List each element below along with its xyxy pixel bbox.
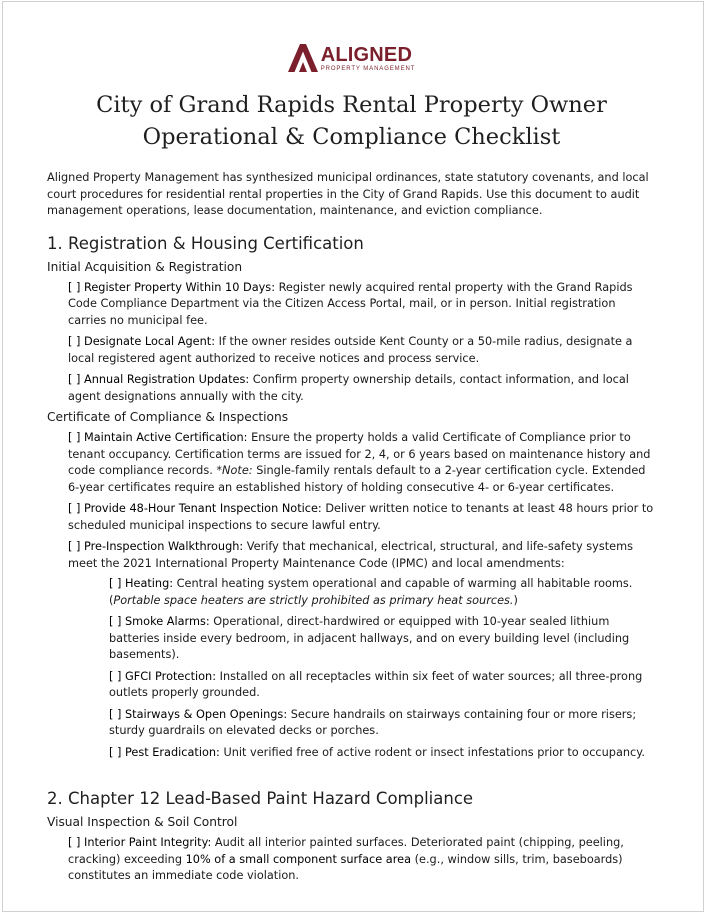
section-heading: 1. Registration & Housing Certification — [47, 233, 364, 253]
checklist-subitem — [109, 707, 656, 740]
checklist-item-text-cont: (e.g., window sills, trim, baseboards) constitutes an immediate code violation. — [68, 852, 623, 882]
title-line-2: Operational & Compliance Checklist — [142, 124, 561, 150]
checklist-item — [68, 835, 656, 885]
checklist-item-label: [ ] Annual Registration Updates: — [68, 373, 250, 386]
document-page — [2, 1, 704, 912]
checklist-item-text-cont: Single-family rentals default to a 2-year certification cycle. Extended 6-year certificates require an established history of holding consecutive 4- or 6-year certificates. — [68, 464, 646, 494]
subsection-heading: Visual Inspection & Soil Control — [47, 815, 238, 829]
checklist-item-emphasis: 10% of a small component surface area — [185, 852, 412, 866]
checklist-item-label: [ ] Register Property Within 10 Days: — [68, 280, 275, 294]
brand-subtitle: PROPERTY MANAGEMENT — [320, 65, 416, 72]
checklist-item-text: Verify that mechanical, electrical, structural, and life-safety systems meet the 2021 International Property Maintenance Code (IPMC) and local amendments: — [68, 540, 633, 570]
checklist-item-text: Confirm property ownership details, contact information, and local agent designations annually with the city. — [68, 373, 629, 403]
checklist-item — [68, 334, 656, 367]
document-title — [47, 89, 656, 153]
note-label: Note: — [222, 464, 253, 477]
checklist-item-text: Ensure the property holds a valid Certificate of Compliance prior to tenant occupancy. Certification terms are issued for 2, 4, or 6 years based on maintenance history and code compliance records. * — [68, 431, 651, 477]
checklist-item-text: Deliver written notice to tenants at least 48 hours prior to scheduled municipal inspections to secure lawful entry. — [68, 502, 654, 532]
checklist-subitem-label: [ ] GFCI Protection: — [109, 669, 217, 683]
checklist-item-label: [ ] Interior Paint Integrity: — [68, 836, 212, 849]
checklist-item — [68, 539, 656, 572]
checklist-subitem-text: Operational, direct-hardwired or equipped with 10-year sealed lithium batteries inside every bedroom, in adjacent hallways, and on every building level (including basements). — [109, 615, 630, 661]
checklist-subitem — [109, 576, 656, 609]
section-heading: 2. Chapter 12 Lead-Based Paint Hazard Compliance — [47, 789, 474, 808]
checklist-subitem-label: [ ] Smoke Alarms: — [109, 615, 210, 628]
checklist-subitem — [109, 614, 656, 664]
checklist-item — [68, 372, 656, 405]
brand-name: ALIGNED — [320, 43, 413, 66]
checklist-item — [68, 501, 656, 534]
aligned-a-logo-icon — [288, 44, 318, 72]
checklist-subitem-text-cont: ) — [513, 593, 518, 607]
title-line-1: City of Grand Rapids Rental Property Owner — [96, 92, 607, 118]
checklist-subitem — [109, 669, 656, 702]
checklist-subitem-text: Installed on all receptacles within six feet of water sources; all three-prong outlets properly grounded. — [109, 669, 643, 699]
checklist-subitem-label: [ ] Heating: — [109, 577, 174, 590]
brand-logo — [47, 42, 656, 74]
checklist-item-text: Register newly acquired rental property with the Grand Rapids Code Compliance Department via the Citizen Access Portal, mail, or in person. Initial registration carries no municipal fee. — [68, 280, 633, 327]
checklist-item-label: [ ] Provide 48-Hour Tenant Inspection Notice: — [68, 502, 322, 515]
checklist-subitem-label: [ ] Pest Eradication: — [109, 745, 220, 759]
intro-paragraph: Aligned Property Management has synthesized municipal ordinances, state statutory covenants, and local court procedures for residential rental properties in the City of Grand Rapids. Use this document to audit management operations, lease documentation, maintenance, and eviction compliance. — [47, 171, 649, 217]
checklist-item-text: If the owner resides outside Kent County or a 50-mile radius, designate a local registered agent authorized to receive notices and process service. — [68, 335, 633, 365]
checklist-item — [68, 280, 656, 330]
checklist-subitem-text: Unit verified free of active rodent or insect infestations prior to occupancy. — [219, 745, 645, 759]
checklist-item — [68, 430, 656, 496]
checklist-subitem — [109, 745, 656, 762]
subsection-heading: Certificate of Compliance & Inspections — [47, 410, 289, 424]
checklist-subitem-text: Central heating system operational and capable of warming all habitable rooms. ( — [109, 577, 633, 607]
subsection-heading: Initial Acquisition & Registration — [47, 259, 243, 274]
checklist-item-text: Audit all interior painted surfaces. Deteriorated paint (chipping, peeling, cracking) exceeding — [68, 836, 624, 866]
checklist-subitem-label: [ ] Stairways & Open Openings: — [109, 707, 288, 721]
checklist-item-label: [ ] Designate Local Agent: — [68, 335, 216, 348]
checklist-item-label: [ ] Pre-Inspection Walkthrough: — [68, 540, 244, 553]
checklist-subitem-italic: Portable space heaters are strictly prohibited as primary heat sources. — [113, 593, 514, 607]
checklist-item-label: [ ] Maintain Active Certification: — [68, 431, 248, 444]
checklist-subitem-text: Secure handrails on stairways containing four or more risers; sturdy guardrails on elevated decks or porches. — [109, 707, 637, 737]
